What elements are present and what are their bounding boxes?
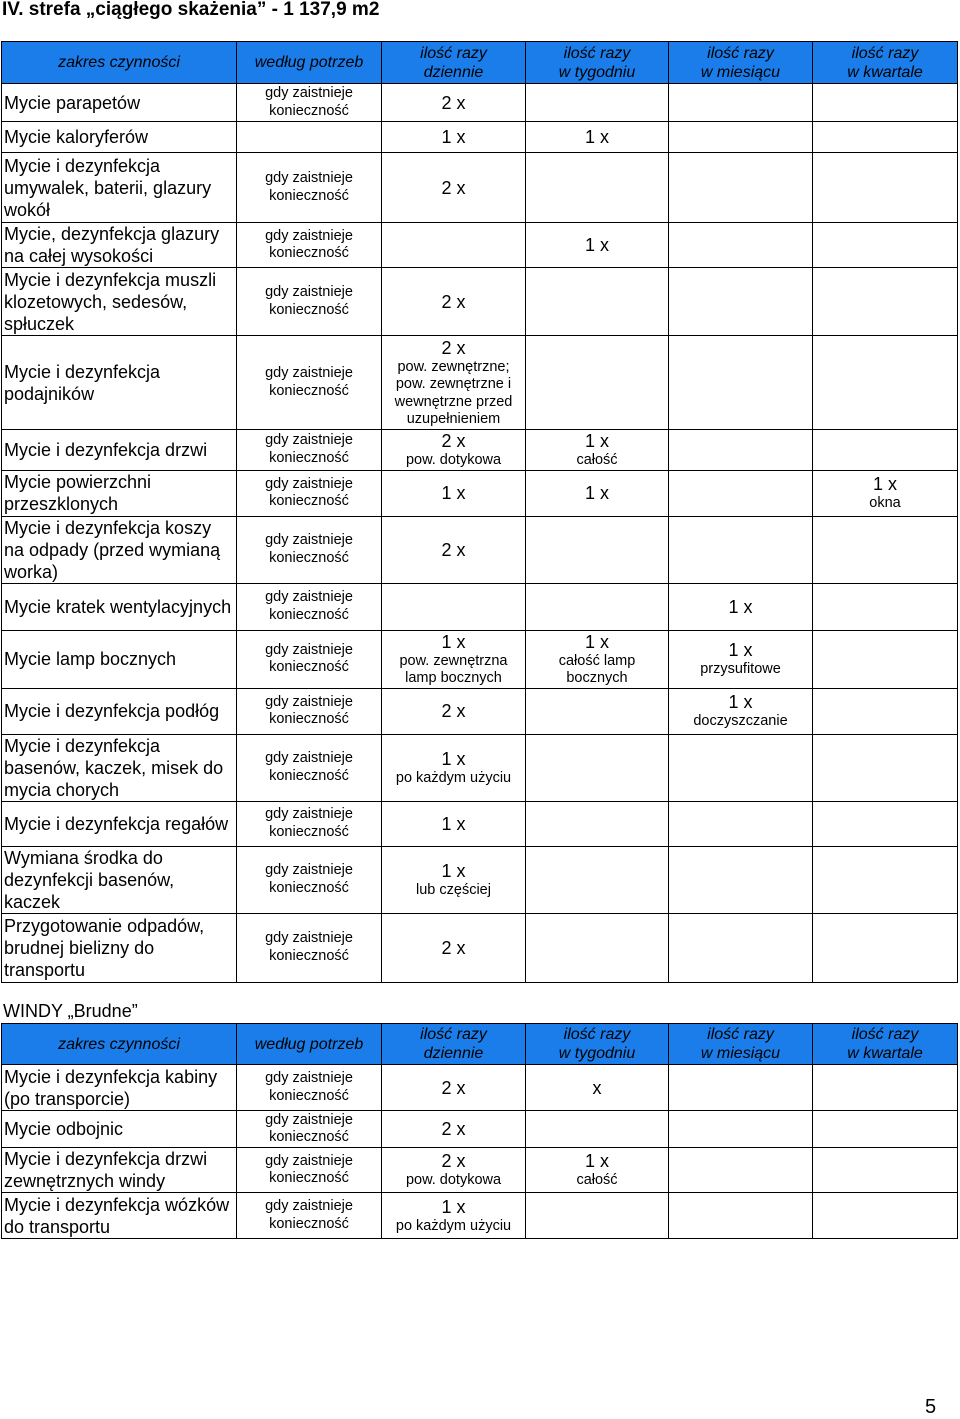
daily-cell: 1 x [382, 470, 526, 516]
page-number: 5 [925, 1396, 937, 1418]
table-row [2, 84, 958, 122]
need-cell: gdy zaistnieje konieczność [237, 1111, 382, 1148]
daily-cell: 2 x [382, 84, 526, 122]
col-header-daily: ilość razy dziennie [382, 1024, 526, 1065]
activity-cell: Mycie i dezynfekcja drzwi [2, 430, 237, 471]
need-cell: gdy zaistnieje konieczność [237, 336, 382, 430]
need-cell: gdy zaistnieje konieczność [237, 734, 382, 801]
daily-cell: 2 x [382, 1111, 526, 1148]
daily-cell: 2 x [382, 688, 526, 734]
need-cell: gdy zaistnieje konieczność [237, 223, 382, 268]
table-row [2, 846, 958, 913]
col-header-monthly: ilość razy w miesiącu [669, 42, 813, 84]
need-cell: gdy zaistnieje konieczność [237, 1193, 382, 1239]
table-row [2, 336, 958, 430]
table-row [2, 153, 958, 223]
section-title: WINDY „Brudne” [3, 1001, 138, 1021]
col-header-weekly: ilość razy w tygodniu [526, 1024, 669, 1065]
elevator-schedule-table [1, 1023, 958, 1239]
schedule-table [1, 41, 958, 983]
need-cell: gdy zaistnieje konieczność [237, 583, 382, 630]
col-header-weekly: ilość razy w tygodniu [526, 42, 669, 84]
table-row [2, 1148, 958, 1193]
need-cell: gdy zaistnieje konieczność [237, 470, 382, 516]
col-header-daily: ilość razy dziennie [382, 42, 526, 84]
activity-cell: Mycie, dezynfekcja glazury na całej wysokości [2, 223, 237, 268]
table-row [2, 734, 958, 801]
col-header-need: według potrzeb [237, 42, 382, 84]
activity-cell: Mycie i dezynfekcja umywalek, baterii, glazury wokół [2, 153, 237, 223]
activity-cell: Mycie kaloryferów [2, 122, 237, 153]
need-cell: gdy zaistnieje konieczność [237, 688, 382, 734]
daily-cell: 2 x [382, 1065, 526, 1111]
need-cell: gdy zaistnieje konieczność [237, 268, 382, 336]
activity-cell: Przygotowanie odpadów, brudnej bielizny do transportu [2, 913, 237, 982]
col-header-activity: zakres czynności [2, 1024, 237, 1065]
need-cell: gdy zaistnieje konieczność [237, 801, 382, 846]
activity-cell: Mycie i dezynfekcja podajników [2, 336, 237, 430]
need-cell: gdy zaistnieje konieczność [237, 430, 382, 471]
daily-cell: 2 x pow. dotykowa [382, 1148, 526, 1193]
daily-cell: 1 x pow. zewnętrzna lamp bocznych [382, 630, 526, 688]
table-row [2, 913, 958, 982]
activity-cell: Mycie i dezynfekcja muszli klozetowych, sedesów, spłuczek [2, 268, 237, 336]
need-cell: gdy zaistnieje konieczność [237, 1065, 382, 1111]
header-row [2, 1024, 958, 1065]
table-row [2, 223, 958, 268]
activity-cell: Mycie i dezynfekcja wózków do transportu [2, 1193, 237, 1239]
daily-cell: 2 x [382, 913, 526, 982]
table-row [2, 516, 958, 583]
col-header-need: według potrzeb [237, 1024, 382, 1065]
table-row [2, 630, 958, 688]
quarterly-cell: 1 x okna [813, 470, 958, 516]
weekly-cell: 1 x [526, 223, 669, 268]
daily-cell: 1 x po każdym użyciu [382, 734, 526, 801]
weekly-cell: 1 x [526, 122, 669, 153]
activity-cell: Mycie kratek wentylacyjnych [2, 583, 237, 630]
need-cell: gdy zaistnieje konieczność [237, 846, 382, 913]
daily-cell: 1 x [382, 801, 526, 846]
activity-cell: Mycie lamp bocznych [2, 630, 237, 688]
monthly-cell: 1 x [669, 583, 813, 630]
daily-cell: 2 x pow. zewnętrzne; pow. zewnętrzne i wewnętrzne przed uzupełnieniem [382, 336, 526, 430]
weekly-cell: 1 x [526, 470, 669, 516]
table-row [2, 688, 958, 734]
activity-cell: Mycie powierzchni przeszklonych [2, 470, 237, 516]
table-row [2, 268, 958, 336]
col-header-quarterly: ilość razy w kwartale [813, 42, 958, 84]
daily-cell: 1 x [382, 122, 526, 153]
daily-cell: 1 x po każdym użyciu [382, 1193, 526, 1239]
table-row [2, 1193, 958, 1239]
monthly-cell: 1 x przysufitowe [669, 630, 813, 688]
table-row [2, 430, 958, 471]
table-row [2, 1065, 958, 1111]
activity-cell: Mycie i dezynfekcja regałów [2, 801, 237, 846]
col-header-quarterly: ilość razy w kwartale [813, 1024, 958, 1065]
weekly-cell: 1 x całość [526, 430, 669, 471]
col-header-monthly: ilość razy w miesiącu [669, 1024, 813, 1065]
weekly-cell: x [526, 1065, 669, 1111]
activity-cell: Mycie odbojnic [2, 1111, 237, 1148]
table-row [2, 801, 958, 846]
table-row [2, 1111, 958, 1148]
activity-cell: Mycie i dezynfekcja drzwi zewnętrznych windy [2, 1148, 237, 1193]
daily-cell: 2 x [382, 516, 526, 583]
monthly-cell: 1 x doczyszczanie [669, 688, 813, 734]
activity-cell: Wymiana środka do dezynfekcji basenów, kaczek [2, 846, 237, 913]
need-cell: gdy zaistnieje konieczność [237, 516, 382, 583]
need-cell: gdy zaistnieje konieczność [237, 630, 382, 688]
daily-cell: 2 x pow. dotykowa [382, 430, 526, 471]
need-cell: gdy zaistnieje konieczność [237, 153, 382, 223]
header-row [2, 42, 958, 84]
activity-cell: Mycie parapetów [2, 84, 237, 122]
need-cell: gdy zaistnieje konieczność [237, 84, 382, 122]
table-row [2, 122, 958, 153]
daily-cell: 2 x [382, 153, 526, 223]
activity-cell: Mycie i dezynfekcja podłóg [2, 688, 237, 734]
table-row [2, 583, 958, 630]
need-cell: gdy zaistnieje konieczność [237, 913, 382, 982]
weekly-cell: 1 x całość lamp bocznych [526, 630, 669, 688]
activity-cell: Mycie i dezynfekcja koszy na odpady (przed wymianą worka) [2, 516, 237, 583]
page-title: IV. strefa „ciągłego skażenia” - 1 137,9 m2 [2, 0, 380, 20]
activity-cell: Mycie i dezynfekcja basenów, kaczek, misek do mycia chorych [2, 734, 237, 801]
col-header-activity: zakres czynności [2, 42, 237, 84]
table-row [2, 470, 958, 516]
daily-cell: 1 x lub częściej [382, 846, 526, 913]
activity-cell: Mycie i dezynfekcja kabiny (po transporcie) [2, 1065, 237, 1111]
daily-cell: 2 x [382, 268, 526, 336]
need-cell: gdy zaistnieje konieczność [237, 1148, 382, 1193]
weekly-cell: 1 x całość [526, 1148, 669, 1193]
